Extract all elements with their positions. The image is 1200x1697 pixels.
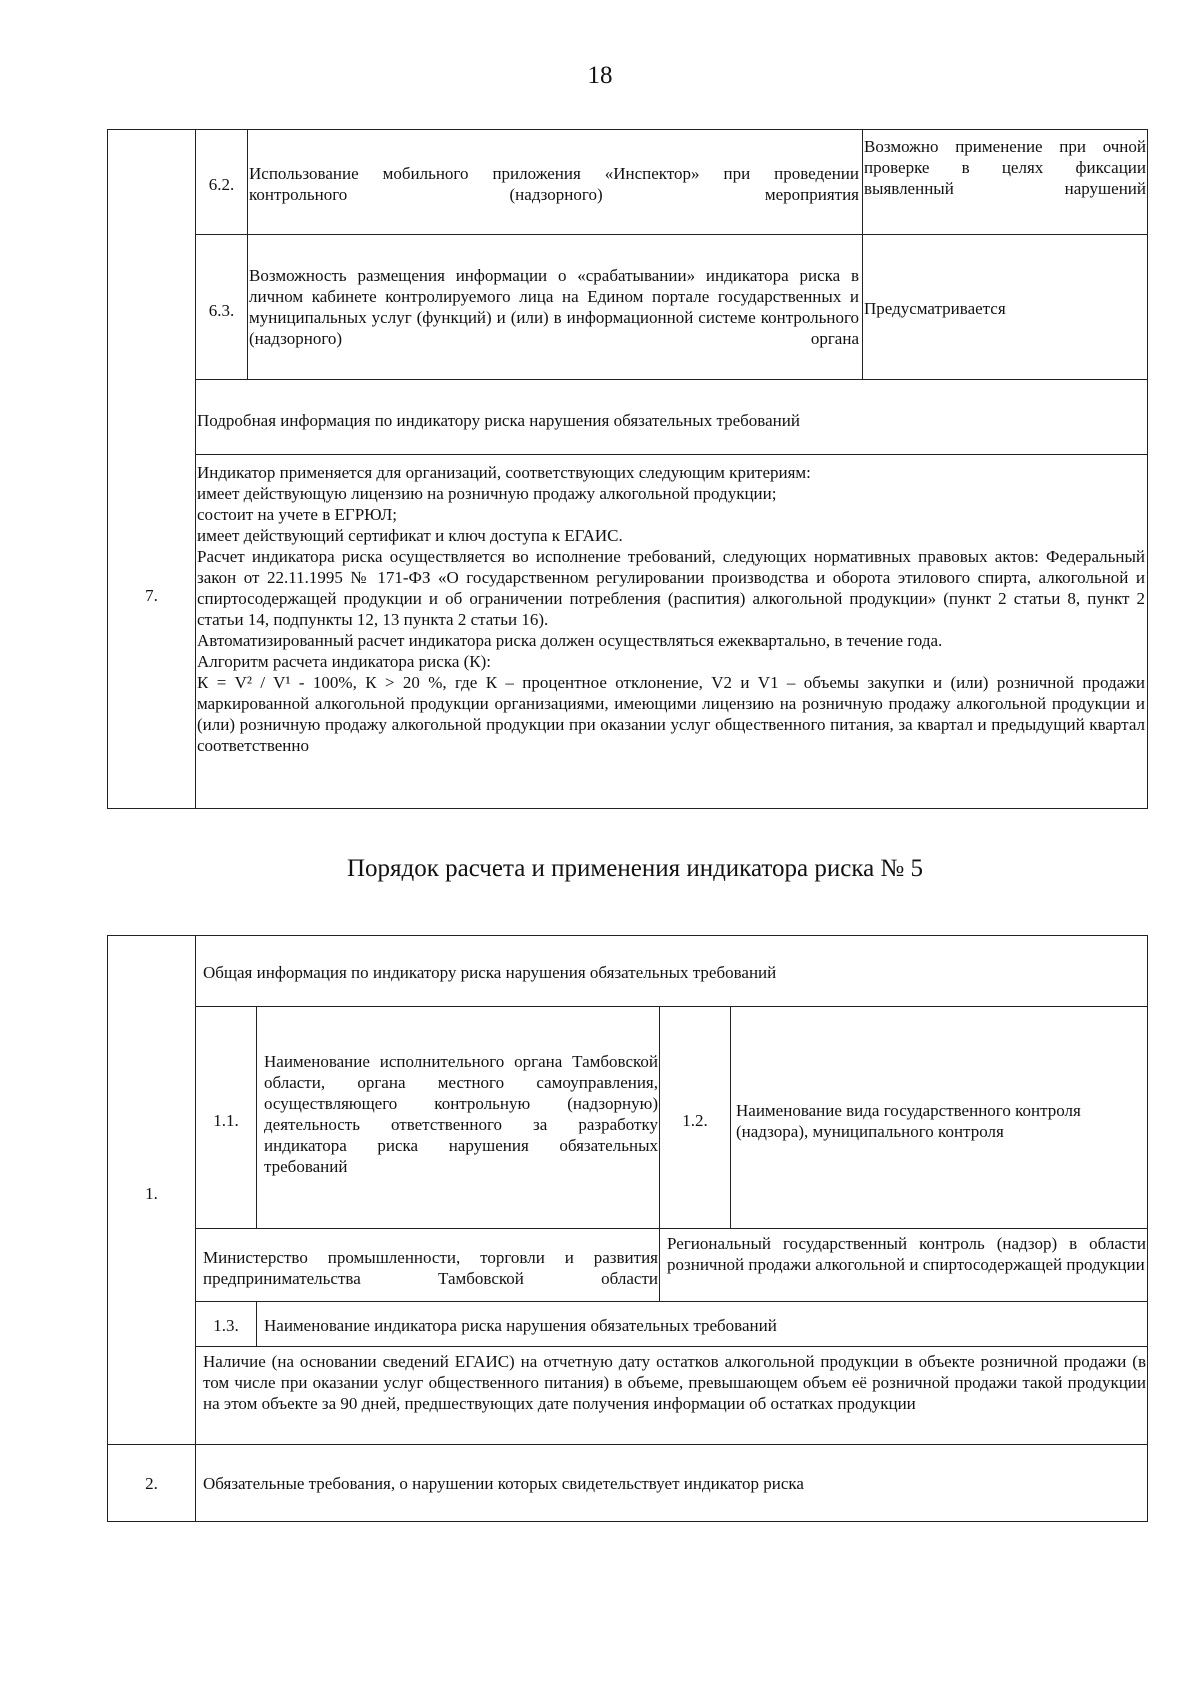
- detail-line: состоит на учете в ЕГРЮЛ;: [197, 505, 398, 524]
- detail-line: Алгоритм расчета индикатора риска (К):: [197, 652, 491, 671]
- row-1-2-value: Региональный государственный контроль (надзор) в области розничной продажи алкогольной и спиртосодержащей продукции: [667, 1234, 1146, 1274]
- row-7-number-cell: [107, 129, 196, 809]
- row-1-3-value: Наличие (на основании сведений ЕГАИС) на отчетную дату остатков алкогольной продукции в объекте розничной продажи (в том числе при оказании услуг общественного питания) в объеме, превышающем объем её розничной продажи такой продукции на этом объекте за 90 дней, предшествующих дате получения информации об остатках продукции: [203, 1352, 1146, 1413]
- row-1-2-label: Наименование вида государственного контроля (надзора), муниципального контроля: [736, 1101, 1081, 1141]
- detail-line: Индикатор применяется для организаций, соответствующих следующим критериям:: [197, 463, 811, 482]
- row-6-2-number: 6.2.: [208, 175, 235, 194]
- row-7-header: Подробная информация по индикатору риска нарушения обязательных требований: [197, 411, 800, 430]
- detail-paragraph: Расчет индикатора риска осуществляется во исполнение требований, следующих нормативных правовых актов: Федеральный закон от 22.11.1995 № 171-ФЗ «О государственном регулировании производства и оборота этилового спирта, алкогольной и спиртосодержащей продукции и об ограничении потребления (распития) алкогольной продукции» (пункт 2 статьи 8, пункт 2 статьи 14, подпункты 12, 13 пункта 2 статьи 16).: [197, 547, 1145, 629]
- row-6-3-text: Возможность размещения информации о «срабатывании» индикатора риска в личном кабинете контролируемого лица на Едином портале государственных и муниципальных услуг (функций) и (или) в информационной системе контрольного (надзорного) органа: [249, 266, 859, 348]
- row-1-header: Общая информация по индикатору риска нарушения обязательных требований: [203, 963, 777, 982]
- row-1-1-value: Министерство промышленности, торговли и развития предпринимательства Тамбовской области: [203, 1248, 658, 1288]
- row-6-3-number: 6.3.: [208, 301, 235, 320]
- row-1-number: 1.: [145, 1184, 158, 1203]
- row-6-2-text: Использование мобильного приложения «Инспектор» при проведении контрольного (надзорного) мероприятия: [249, 164, 859, 204]
- row-1-3-label: Наименование индикатора риска нарушения обязательных требований: [264, 1316, 777, 1335]
- row-2-number: 2.: [145, 1474, 158, 1493]
- row-1-3-number: 1.3.: [213, 1316, 239, 1335]
- page-number: 18: [587, 62, 613, 89]
- row-1-1-label: Наименование исполнительного органа Тамбовской области, органа местного самоуправления, осуществляющего контрольную (надзорную) деятельность ответственного за разработку индикатора риска нарушения обязательных требований: [264, 1052, 658, 1176]
- row-7-details: [197, 462, 1145, 756]
- detail-paragraph: К = V² / V¹ - 100%, К > 20 %, где К – процентное отклонение, V2 и V1 – объемы закупки и (или) розничной продажи маркированной алкогольной продукции организациями, имеющими лицензию на розничную продажу алкогольной продукции и (или) розничную продажу алкогольной продукции при оказании услуг общественного питания, за квартал и предыдущий квартал соответственно: [197, 673, 1145, 755]
- detail-line: Автоматизированный расчет индикатора риска должен осуществляться ежеквартально, в течение года.: [197, 631, 943, 650]
- detail-line: имеет действующую лицензию на розничную продажу алкогольной продукции;: [197, 484, 777, 503]
- row-7-number: 7.: [145, 586, 158, 605]
- row-6-3-value: Предусматривается: [864, 299, 1006, 318]
- row-2-text: Обязательные требования, о нарушении которых свидетельствует индикатор риска: [203, 1474, 804, 1493]
- row-6-2-value: Возможно применение при очной проверке в целях фиксации выявленный нарушений: [864, 137, 1146, 198]
- detail-line: имеет действующий сертификат и ключ доступа к ЕГАИС.: [197, 526, 623, 545]
- section-title: Порядок расчета и применения индикатора риска № 5: [346, 855, 924, 882]
- row-1-1-number: 1.1.: [213, 1111, 239, 1130]
- row-1-2-number: 1.2.: [682, 1111, 708, 1130]
